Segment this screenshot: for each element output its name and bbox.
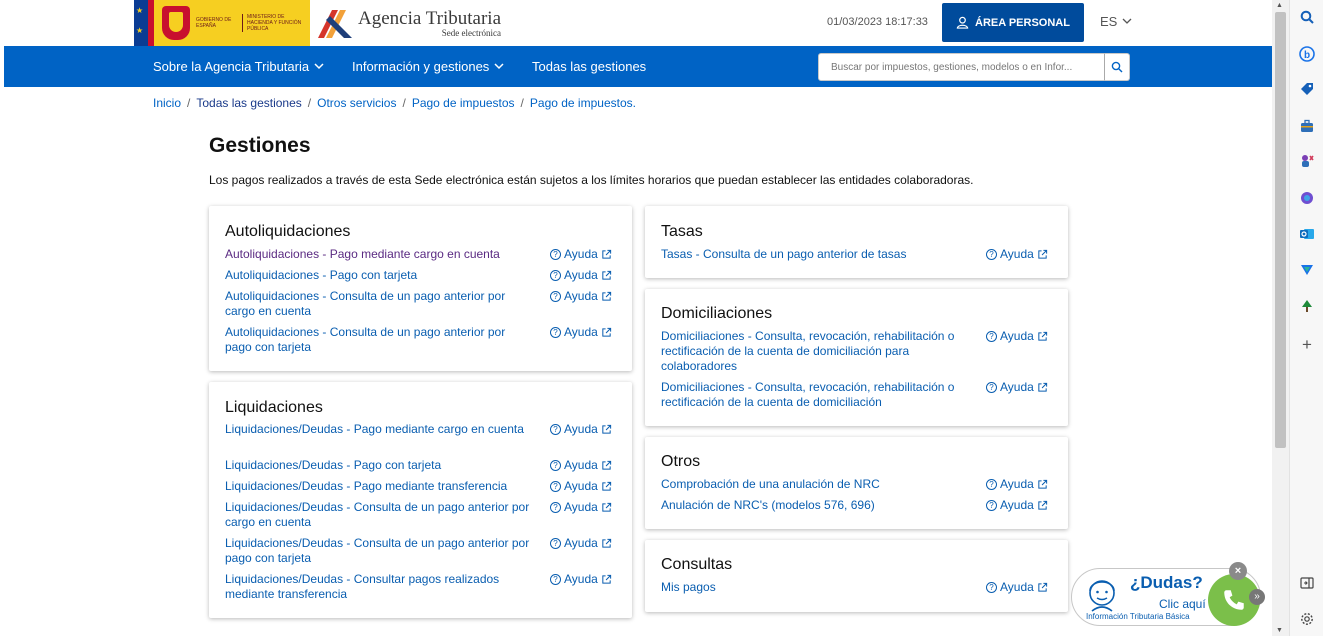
card-tasas [645, 206, 1068, 278]
nav-item-label: Todas las gestiones [532, 59, 647, 74]
external-link-icon [601, 460, 612, 471]
chat-note: Información Tributaria Básica [1086, 612, 1190, 621]
chat-close-button[interactable]: × [1229, 562, 1247, 580]
help-link[interactable]: ? Ayuda [550, 247, 612, 261]
external-link-icon [601, 291, 612, 302]
help-link[interactable]: ? Ayuda [550, 479, 612, 493]
card-autoliquidaciones [209, 206, 632, 371]
page-title: Gestiones [209, 134, 311, 157]
breadcrumb: Inicio / Todas las gestiones / Otros servicios / Pago de impuestos / Pago de impuestos. [153, 96, 636, 110]
external-link-icon [1037, 479, 1048, 490]
main-navigation [4, 46, 1272, 87]
chevron-down-icon [1122, 18, 1132, 25]
nav-item-label: Información y gestiones [352, 59, 490, 74]
help-link[interactable]: ? Ayuda [550, 268, 612, 282]
card-consultas [645, 540, 1068, 612]
briefcase-icon[interactable] [1299, 118, 1315, 134]
send-icon[interactable] [1299, 262, 1315, 278]
help-icon: ? [550, 249, 561, 260]
breadcrumb-inicio[interactable]: Inicio [153, 96, 182, 110]
search-icon[interactable] [1299, 9, 1315, 25]
agency-subtitle: Sede electrónica [441, 27, 502, 38]
breadcrumb-otros-servicios[interactable]: Otros servicios [317, 96, 397, 110]
help-link[interactable]: ? Ayuda [550, 500, 612, 514]
help-icon: ? [986, 249, 997, 260]
aeat-logo-icon [316, 6, 354, 40]
link-autoliq-consulta-cargo[interactable]: Autoliquidaciones - Consulta de un pago anterior por cargo en cuenta [225, 289, 506, 318]
help-link[interactable]: ? Ayuda [986, 580, 1048, 594]
search-button[interactable] [1104, 53, 1130, 81]
help-icon: ? [550, 327, 561, 338]
chat-title: ¿Dudas? [1130, 573, 1203, 592]
session-datetime: 01/03/2023 18:17:33 [827, 16, 928, 28]
page-intro: Los pagos realizados a través de esta Sede electrónica están sujetos a los límites horarios que puedan establecer las entidades colaboradoras. [209, 173, 974, 187]
help-icon: ? [986, 479, 997, 490]
external-link-icon [601, 249, 612, 260]
external-link-icon [601, 538, 612, 549]
help-link[interactable]: ? Ayuda [550, 422, 612, 436]
link-comprobacion-nrc[interactable]: Comprobación de una anulación de NRC [661, 477, 880, 491]
external-link-icon [601, 270, 612, 281]
link-liq-consulta-tarjeta[interactable]: Liquidaciones/Deudas - Consulta de un pago anterior por pago con tarjeta [225, 536, 530, 565]
nav-item-label: Sobre la Agencia Tributaria [153, 59, 310, 74]
chat-expand-icon[interactable]: » [1249, 589, 1265, 605]
link-liq-transferencia[interactable]: Liquidaciones/Deudas - Pago mediante transferencia [225, 479, 508, 493]
help-link[interactable]: ? Ayuda [550, 536, 612, 550]
browser-sidebar [1289, 0, 1323, 636]
eu-flag-icon [134, 0, 148, 46]
scroll-down-icon[interactable]: ▼ [1276, 627, 1283, 634]
link-liq-consultar-transferencia[interactable]: Liquidaciones/Deudas - Consultar pagos realizados mediante transferencia [225, 572, 500, 601]
external-link-icon [1037, 331, 1048, 342]
external-link-icon [1037, 249, 1048, 260]
search-icon [1111, 61, 1123, 73]
agency-title: Agencia Tributaria [358, 7, 502, 29]
external-link-icon [601, 481, 612, 492]
coat-of-arms-icon [162, 6, 190, 40]
vertical-scrollbar[interactable] [1272, 0, 1289, 636]
svg-text:b: b [1304, 50, 1311, 61]
card-title: Domiciliaciones [661, 305, 773, 322]
area-personal-label: ÁREA PERSONAL [975, 16, 1070, 29]
card-title: Autoliquidaciones [225, 223, 351, 240]
link-autoliq-tarjeta[interactable]: Autoliquidaciones - Pago con tarjeta [225, 268, 418, 282]
link-liq-consulta-cargo[interactable]: Liquidaciones/Deudas - Consulta de un pago anterior por cargo en cuenta [225, 500, 530, 529]
flag-stripe [148, 0, 154, 46]
breadcrumb-todas-gestiones[interactable]: Todas las gestiones [196, 96, 302, 110]
help-icon: ? [550, 291, 561, 302]
chevron-down-icon [314, 63, 324, 70]
ministry-text: MINISTERIO DE HACIENDA Y FUNCIÓN PÚBLICA [242, 14, 302, 32]
help-icon: ? [986, 382, 997, 393]
chevron-down-icon [494, 63, 504, 70]
chat-subtitle: Clic aquí [1159, 597, 1206, 611]
gov-text: GOBIERNO DE ESPAÑA [196, 17, 232, 29]
breadcrumb-pago-impuestos[interactable]: Pago de impuestos [411, 96, 515, 110]
link-mis-pagos[interactable]: Mis pagos [661, 580, 716, 594]
external-link-icon [601, 424, 612, 435]
external-link-icon [601, 502, 612, 513]
help-icon: ? [550, 481, 561, 492]
link-liq-tarjeta[interactable]: Liquidaciones/Deudas - Pago con tarjeta [225, 458, 442, 472]
search-input[interactable]: Buscar por impuestos, gestiones, modelos o en Infor... [818, 53, 1105, 81]
add-icon[interactable]: + [1302, 335, 1312, 354]
card-title: Tasas [661, 223, 703, 240]
card-title: Consultas [661, 556, 733, 573]
help-icon: ? [550, 502, 561, 513]
help-link[interactable]: ? Ayuda [550, 572, 612, 586]
help-icon: ? [550, 574, 561, 585]
help-link[interactable]: ? Ayuda [986, 247, 1048, 261]
link-liq-cargo[interactable]: Liquidaciones/Deudas - Pago mediante cargo en cuenta [225, 422, 524, 436]
user-icon [956, 16, 969, 29]
settings-icon[interactable] [1299, 611, 1315, 627]
link-autoliq-cargo[interactable]: Autoliquidaciones - Pago mediante cargo en cuenta [225, 247, 500, 261]
tree-icon[interactable] [1299, 298, 1315, 314]
site-header [0, 0, 1272, 46]
tag-icon[interactable] [1299, 81, 1315, 97]
external-link-icon [1037, 582, 1048, 593]
help-link[interactable]: ? Ayuda [550, 325, 612, 339]
card-domiciliaciones [645, 289, 1068, 426]
scroll-thumb[interactable] [1275, 12, 1286, 448]
link-anulacion-nrc[interactable]: Anulación de NRC's (modelos 576, 696) [661, 498, 875, 512]
external-link-icon [601, 327, 612, 338]
help-icon: ? [550, 270, 561, 281]
card-title: Liquidaciones [225, 399, 323, 416]
card-liquidaciones [209, 382, 632, 618]
link-autoliq-consulta-tarjeta[interactable]: Autoliquidaciones - Consulta de un pago anterior por pago con tarjeta [225, 325, 506, 354]
external-link-icon [1037, 382, 1048, 393]
help-icon: ? [986, 582, 997, 593]
agency-logo[interactable] [316, 6, 501, 40]
phone-icon [1221, 587, 1247, 613]
nav-sobre-agencia[interactable] [153, 59, 324, 74]
nav-informacion-gestiones[interactable] [352, 59, 504, 74]
help-icon: ? [550, 424, 561, 435]
help-link[interactable]: ? Ayuda [550, 458, 612, 472]
games-icon[interactable] [1299, 153, 1315, 169]
office-icon[interactable] [1299, 190, 1315, 206]
scroll-up-icon[interactable]: ▲ [1276, 2, 1283, 9]
help-icon: ? [550, 460, 561, 471]
language-selector[interactable] [1100, 14, 1132, 29]
card-otros [645, 437, 1068, 529]
outlook-icon[interactable] [1299, 226, 1315, 242]
breadcrumb-current[interactable]: Pago de impuestos. [529, 96, 636, 110]
panel-icon[interactable] [1299, 575, 1315, 591]
language-label: ES [1100, 14, 1118, 29]
link-domic-consulta[interactable]: Domiciliaciones - Consulta, revocación, rehabilitación o rectificación de la cuenta de domiciliación [661, 380, 955, 409]
assistant-face-icon [1082, 575, 1122, 615]
help-link[interactable]: ? Ayuda [986, 477, 1048, 491]
area-personal-button[interactable] [942, 3, 1084, 42]
help-link[interactable]: ? Ayuda [986, 498, 1048, 512]
card-title: Otros [661, 453, 701, 470]
help-link[interactable]: ? Ayuda [986, 380, 1048, 394]
help-icon: ? [986, 500, 997, 511]
help-icon: ? [550, 538, 561, 549]
help-link[interactable]: ? Ayuda [550, 289, 612, 303]
government-logo[interactable] [134, 0, 310, 46]
link-tasas-consulta[interactable]: Tasas - Consulta de un pago anterior de tasas [661, 247, 907, 261]
nav-todas-gestiones[interactable] [532, 59, 646, 74]
bing-icon[interactable] [1299, 46, 1315, 62]
link-domic-colaboradores[interactable]: Domiciliaciones - Consulta, revocación, rehabilitación o rectificación de la cuenta de domiciliación para colaboradores [661, 329, 955, 373]
external-link-icon [601, 574, 612, 585]
external-link-icon [1037, 500, 1048, 511]
help-link[interactable]: ? Ayuda [986, 329, 1048, 343]
help-icon: ? [986, 331, 997, 342]
